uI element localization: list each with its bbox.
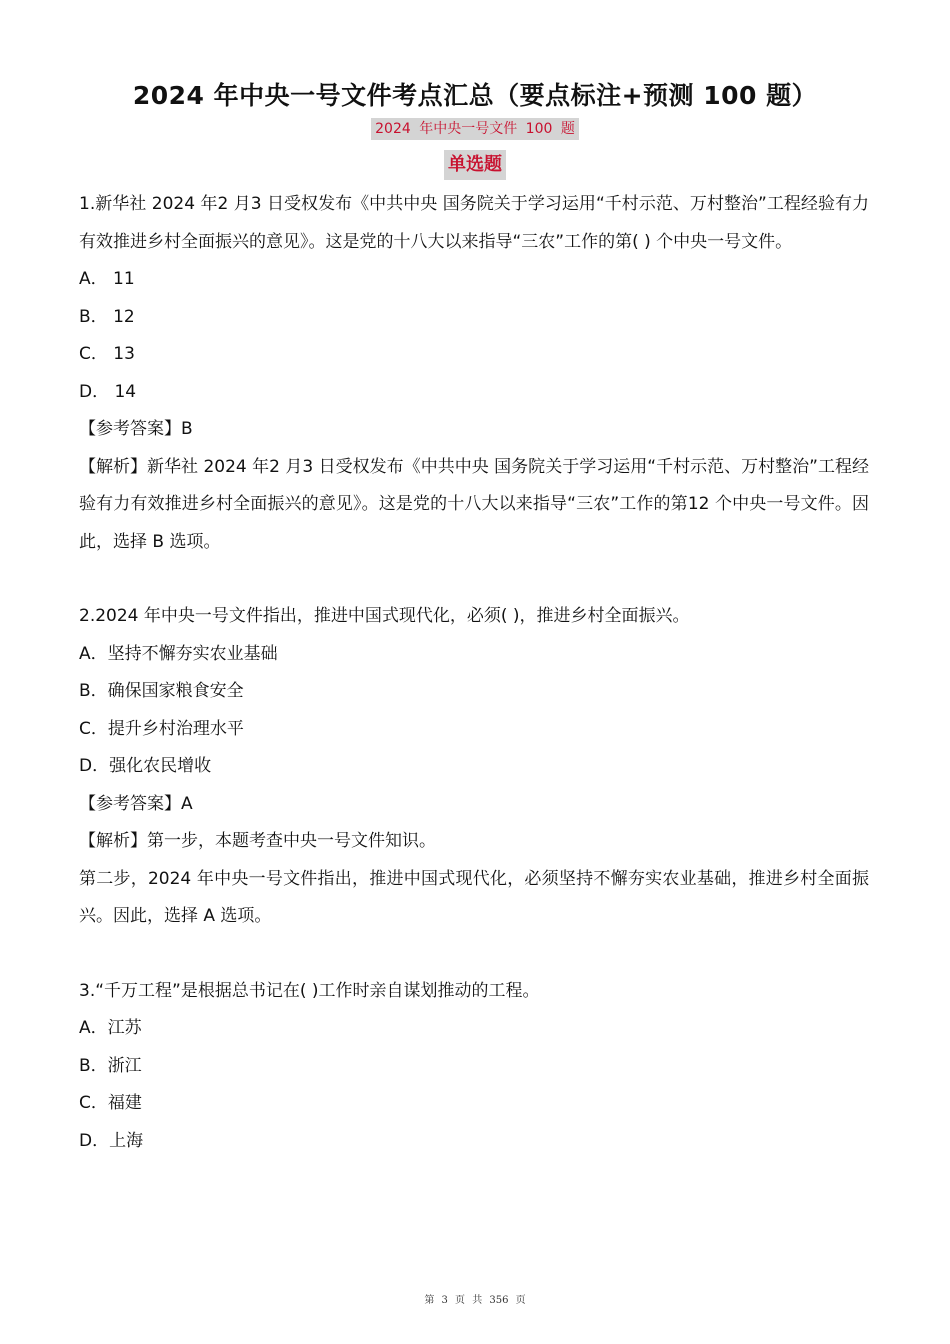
document-subtitle: 2024 年中央一号文件 100 题 (371, 118, 579, 140)
reference-answer: 【参考答案】B (79, 419, 193, 439)
option-d: D． 14 (79, 381, 137, 402)
question-list (79, 186, 869, 1160)
question-stem: 2.2024 年中央一号文件指出，推进中国式现代化，必须( )，推进乡村全面振兴。 (79, 606, 690, 626)
option-b: B．浙江 (79, 1055, 142, 1076)
document-title: 2024 年中央一号文件考点汇总（要点标注+预测 100 题） (132, 81, 818, 110)
option-a: A． 11 (79, 269, 135, 289)
page-number: 第 3 页 共 356 页 (424, 1295, 526, 1306)
option-a: A．江苏 (79, 1018, 142, 1038)
option-c: C． 13 (79, 344, 135, 364)
analysis: 第二步，2024 年中央一号文件指出，推进中国式现代化，必须坚持不懈夯实农业基础，推进乡村全面振兴。因此，选择 A 选项。 (79, 868, 869, 926)
section-title: 单选题 (444, 150, 506, 180)
option-a: A．坚持不懈夯实农业基础 (79, 643, 278, 664)
reference-answer: 【参考答案】A (79, 793, 193, 814)
analysis: 【解析】新华社 2024 年2 月3 日受权发布《中共中央 国务院关于学习运用“千村示范、万村整治”工程经验有力有效推进乡村全面振兴的意见》。这是党的十八大以来指导“三农”工作的第12 个中央一号文件。因此，选择 B 选项。 (79, 456, 869, 552)
analysis: 【解析】第一步，本题考查中央一号文件知识。 (79, 831, 436, 851)
option-d: D．强化农民增收 (79, 756, 212, 776)
option-b: B． 12 (79, 306, 135, 327)
option-c: C．提升乡村治理水平 (79, 718, 244, 739)
option-b: B．确保国家粮食安全 (79, 681, 244, 701)
question-stem: 3.“千万工程”是根据总书记在( )工作时亲自谋划推动的工程。 (79, 980, 540, 1001)
option-c: C．福建 (79, 1093, 142, 1113)
question-stem: 1.新华社 2024 年2 月3 日受权发布《中共中央 国务院关于学习运用“千村示范、万村整治”工程经验有力有效推进乡村全面振兴的意见》。这是党的十八大以来指导“三农”工作的第( ) 个中央一号文件。 (79, 194, 869, 252)
option-d: D．上海 (79, 1130, 144, 1151)
